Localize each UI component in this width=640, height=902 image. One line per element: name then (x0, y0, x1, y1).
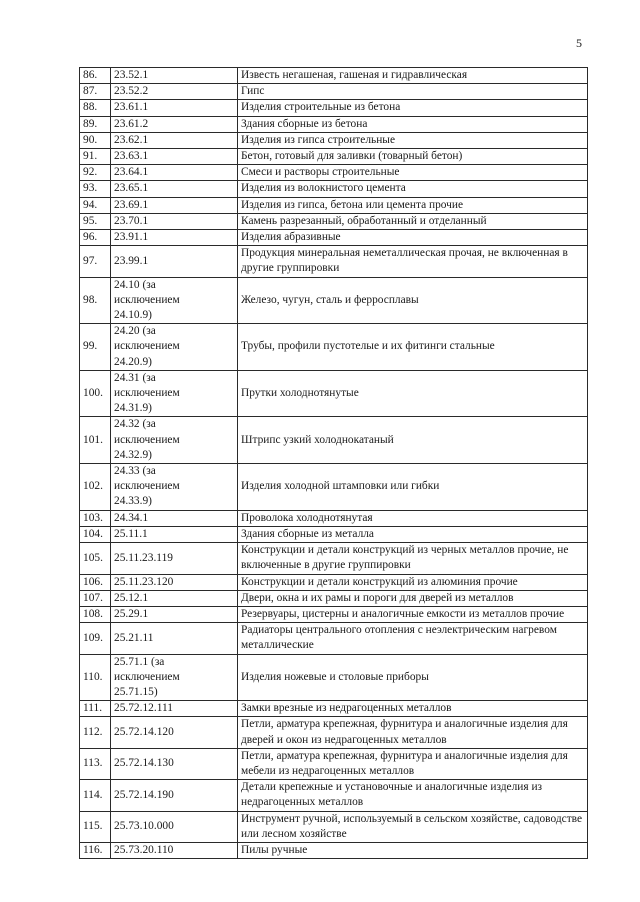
row-number-cell: 109. (80, 623, 111, 654)
row-number-cell: 100. (80, 370, 111, 417)
row-number-cell: 116. (80, 842, 111, 858)
product-code-cell: 23.64.1 (111, 165, 238, 181)
product-code-cell: 23.61.2 (111, 116, 238, 132)
table-row (80, 181, 588, 197)
row-number-cell: 106. (80, 574, 111, 590)
row-number-cell: 90. (80, 132, 111, 148)
product-code-cell: 25.72.14.190 (111, 780, 238, 811)
row-number-cell: 94. (80, 197, 111, 213)
product-code-cell: 25.21.11 (111, 623, 238, 654)
product-name-cell: Трубы, профили пустотелые и их фитинги стальные (238, 324, 588, 371)
product-code-cell: 24.20 (за исключением 24.20.9) (111, 324, 238, 371)
table-row (80, 213, 588, 229)
product-name-cell: Железо, чугун, сталь и ферросплавы (238, 277, 588, 324)
product-name-cell: Замки врезные из недрагоценных металлов (238, 701, 588, 717)
table-row (80, 842, 588, 858)
row-number-cell: 108. (80, 606, 111, 622)
row-number-cell: 92. (80, 165, 111, 181)
product-name-cell: Двери, окна и их рамы и пороги для дверей из металлов (238, 590, 588, 606)
product-code-cell: 25.72.12.111 (111, 701, 238, 717)
row-number-cell: 91. (80, 149, 111, 165)
table-row (80, 165, 588, 181)
product-name-cell: Изделия абразивные (238, 230, 588, 246)
product-name-cell: Резервуары, цистерны и аналогичные емкости из металлов прочие (238, 606, 588, 622)
row-number-cell: 96. (80, 230, 111, 246)
row-number-cell: 89. (80, 116, 111, 132)
product-code-cell: 24.34.1 (111, 510, 238, 526)
product-code-cell: 23.63.1 (111, 149, 238, 165)
product-code-cell: 23.52.1 (111, 68, 238, 84)
product-code-cell: 23.69.1 (111, 197, 238, 213)
product-name-cell: Продукция минеральная неметаллическая прочая, не включенная в другие группировки (238, 246, 588, 277)
product-name-cell: Радиаторы центрального отопления с неэлектрическим нагревом металлические (238, 623, 588, 654)
product-code-cell: 25.73.20.110 (111, 842, 238, 858)
product-name-cell: Детали крепежные и установочные и аналогичные изделия из недрагоценных металлов (238, 780, 588, 811)
table-row (80, 68, 588, 84)
row-number-cell: 105. (80, 543, 111, 574)
row-number-cell: 97. (80, 246, 111, 277)
table-row (80, 197, 588, 213)
row-number-cell: 110. (80, 654, 111, 701)
row-number-cell: 111. (80, 701, 111, 717)
product-name-cell: Здания сборные из бетона (238, 116, 588, 132)
product-name-cell: Инструмент ручной, используемый в сельском хозяйстве, садоводстве или лесном хозяйстве (238, 811, 588, 842)
row-number-cell: 104. (80, 526, 111, 542)
row-number-cell: 102. (80, 464, 111, 511)
row-number-cell: 87. (80, 84, 111, 100)
row-number-cell: 113. (80, 748, 111, 779)
row-number-cell: 86. (80, 68, 111, 84)
product-code-cell: 23.99.1 (111, 246, 238, 277)
product-name-cell: Гипс (238, 84, 588, 100)
row-number-cell: 88. (80, 100, 111, 116)
product-name-cell: Изделия холодной штамповки или гибки (238, 464, 588, 511)
table-row (80, 701, 588, 717)
product-name-cell: Конструкции и детали конструкций из алюминия прочие (238, 574, 588, 590)
table-row (80, 116, 588, 132)
product-name-cell: Здания сборные из металла (238, 526, 588, 542)
table-row (80, 149, 588, 165)
row-number-cell: 112. (80, 717, 111, 748)
row-number-cell: 98. (80, 277, 111, 324)
product-code-cell: 23.62.1 (111, 132, 238, 148)
row-number-cell: 114. (80, 780, 111, 811)
table-row (80, 780, 588, 811)
table-row (80, 417, 588, 464)
row-number-cell: 101. (80, 417, 111, 464)
product-code-cell: 25.11.23.119 (111, 543, 238, 574)
table-row (80, 811, 588, 842)
product-name-cell: Проволока холоднотянутая (238, 510, 588, 526)
row-number-cell: 93. (80, 181, 111, 197)
product-code-cell: 25.12.1 (111, 590, 238, 606)
product-code-cell: 23.61.1 (111, 100, 238, 116)
table-row (80, 510, 588, 526)
table-row (80, 654, 588, 701)
table-row (80, 606, 588, 622)
product-code-cell: 23.70.1 (111, 213, 238, 229)
product-name-cell: Пилы ручные (238, 842, 588, 858)
product-name-cell: Известь негашеная, гашеная и гидравлическая (238, 68, 588, 84)
product-code-cell: 24.10 (за исключением 24.10.9) (111, 277, 238, 324)
product-code-cell: 25.73.10.000 (111, 811, 238, 842)
row-number-cell: 115. (80, 811, 111, 842)
product-name-cell: Изделия из волокнистого цемента (238, 181, 588, 197)
product-code-cell: 24.32 (за исключением 24.32.9) (111, 417, 238, 464)
product-name-cell: Изделия из гипса, бетона или цемента прочие (238, 197, 588, 213)
product-code-cell: 24.33 (за исключением 24.33.9) (111, 464, 238, 511)
product-name-cell: Смеси и растворы строительные (238, 165, 588, 181)
product-name-cell: Прутки холоднотянутые (238, 370, 588, 417)
page-number: 5 (576, 36, 582, 50)
table-row (80, 590, 588, 606)
product-name-cell: Изделия из гипса строительные (238, 132, 588, 148)
product-code-cell: 24.31 (за исключением 24.31.9) (111, 370, 238, 417)
table-row (80, 464, 588, 511)
table-row (80, 246, 588, 277)
product-code-cell: 25.29.1 (111, 606, 238, 622)
table-row (80, 370, 588, 417)
row-number-cell: 95. (80, 213, 111, 229)
row-number-cell: 103. (80, 510, 111, 526)
table-row (80, 574, 588, 590)
table-row (80, 748, 588, 779)
table-row (80, 132, 588, 148)
row-number-cell: 107. (80, 590, 111, 606)
product-code-cell: 25.72.14.120 (111, 717, 238, 748)
product-name-cell: Конструкции и детали конструкций из черных металлов прочие, не включенные в другие группировки (238, 543, 588, 574)
table-row (80, 526, 588, 542)
product-name-cell: Петли, арматура крепежная, фурнитура и аналогичные изделия для мебели из недрагоценных металлов (238, 748, 588, 779)
product-name-cell: Петли, арматура крепежная, фурнитура и аналогичные изделия для дверей и окон из недрагоценных металлов (238, 717, 588, 748)
product-code-cell: 25.11.23.120 (111, 574, 238, 590)
product-code-cell: 25.11.1 (111, 526, 238, 542)
table-row (80, 84, 588, 100)
table-row (80, 717, 588, 748)
product-code-cell: 25.71.1 (за исключением 25.71.15) (111, 654, 238, 701)
product-code-cell: 25.72.14.130 (111, 748, 238, 779)
product-code-cell: 23.52.2 (111, 84, 238, 100)
row-number-cell: 99. (80, 324, 111, 371)
table-row (80, 623, 588, 654)
table-row (80, 100, 588, 116)
product-code-cell: 23.65.1 (111, 181, 238, 197)
product-name-cell: Камень разрезанный, обработанный и отделанный (238, 213, 588, 229)
product-code-cell: 23.91.1 (111, 230, 238, 246)
products-table (79, 67, 588, 859)
product-name-cell: Изделия строительные из бетона (238, 100, 588, 116)
table-row (80, 324, 588, 371)
product-name-cell: Штрипс узкий холоднокатаный (238, 417, 588, 464)
product-name-cell: Бетон, готовый для заливки (товарный бетон) (238, 149, 588, 165)
products-table-body (80, 68, 588, 859)
table-row (80, 543, 588, 574)
product-name-cell: Изделия ножевые и столовые приборы (238, 654, 588, 701)
table-row (80, 230, 588, 246)
table-row (80, 277, 588, 324)
